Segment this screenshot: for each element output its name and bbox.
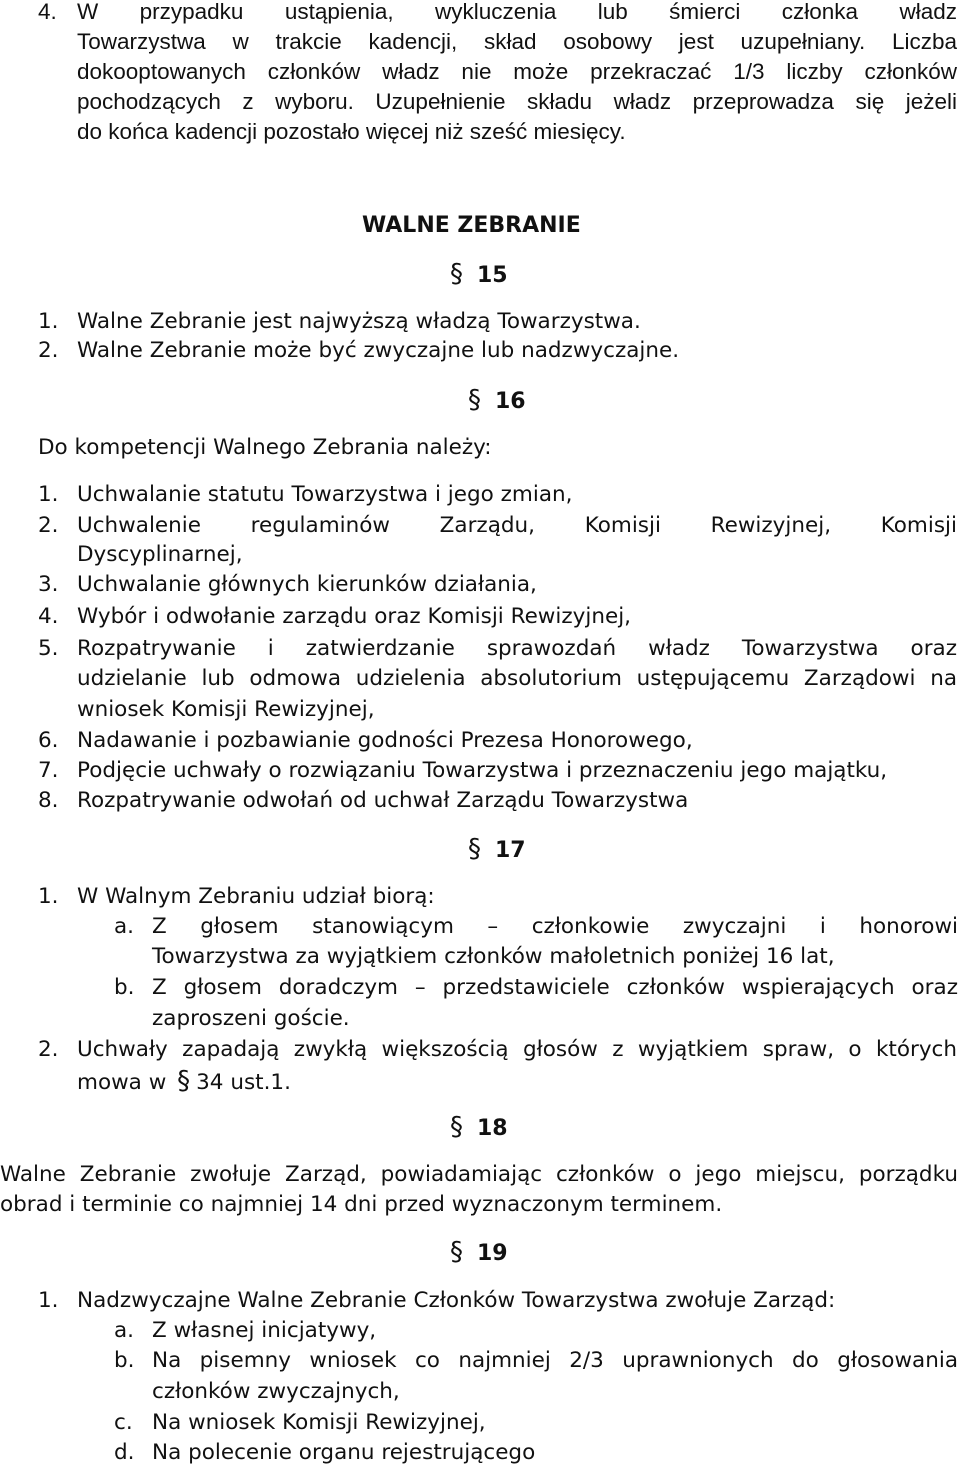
item-number: 2. (38, 338, 59, 363)
sub-item: Na wniosek Komisji Rewizyjnej, (152, 1410, 486, 1435)
list-item-continuation: wniosek Komisji Rewizyjnej, (77, 697, 375, 722)
sub-item: Z głosem doradczym – przedstawiciele członków wspierających oraz (152, 975, 958, 1000)
text-line: Towarzystwa w trakcie kadencji, skład osobowy jest uzupełniany. Liczba (77, 29, 957, 54)
item-number: 1. (38, 1288, 59, 1313)
item-number: 2. (38, 513, 59, 538)
list-item: Nadawanie i pozbawianie godności Prezesa Honorowego, (77, 728, 693, 753)
sub-item-letter: a. (114, 1318, 135, 1343)
sub-item: Z głosem stanowiącym – członkowie zwyczajni i honorowi (152, 914, 958, 939)
sub-item-continuation: Towarzystwa za wyjątkiem członków małoletnich poniżej 16 lat, (152, 944, 835, 969)
list-item-continuation: udzielanie lub odmowa udzielenia absolutorium ustępującemu Zarządowi na (77, 666, 957, 691)
section-sign: § (450, 1112, 463, 1142)
item-number: 4. (38, 0, 57, 24)
list-item: Walne Zebranie może być zwyczajne lub nadzwyczajne. (77, 338, 680, 363)
text-line: dokooptowanych członków władz nie może przekraczać 1/3 liczby członków (77, 59, 957, 84)
list-item: Uchwalenie regulaminów Zarządu, Komisji Rewizyjnej, Komisji (77, 513, 957, 538)
section-sign: § (450, 1237, 463, 1267)
sub-item-letter: d. (114, 1440, 135, 1465)
item-number: 3. (38, 572, 59, 597)
list-item: Uchwalanie głównych kierunków działania, (77, 572, 537, 597)
list-item-continuation: mowa w § 34 ust.1. (77, 1066, 291, 1096)
item-number: 4. (38, 604, 59, 629)
item-number: 2. (38, 1037, 59, 1062)
item-number: 1. (38, 482, 59, 507)
list-item: Uchwały zapadają zwykłą większością głosów z wyjątkiem spraw, o których (77, 1037, 957, 1062)
sub-item: Na polecenie organu rejestrującego (152, 1440, 536, 1465)
list-item: Nadzwyczajne Walne Zebranie Członków Towarzystwa zwołuje Zarząd: (77, 1288, 836, 1313)
section-sign: § (177, 1066, 191, 1096)
item-number: 6. (38, 728, 59, 753)
list-item: W Walnym Zebraniu udział biorą: (77, 884, 435, 909)
item-number: 1. (38, 309, 59, 334)
text-line: pochodzących z wyboru. Uzupełnienie składu władz przeprowadza się jeżeli (77, 89, 957, 114)
sub-item-letter: c. (114, 1410, 133, 1435)
list-item: Walne Zebranie jest najwyższą władzą Towarzystwa. (77, 309, 641, 334)
section-number-17: § 17 (468, 834, 526, 864)
section-intro: Do kompetencji Walnego Zebrania należy: (38, 435, 492, 460)
list-item: Uchwalanie statutu Towarzystwa i jego zmian, (77, 482, 573, 507)
paragraph-line: Walne Zebranie zwołuje Zarząd, powiadamiając członków o jego miejscu, porządku (0, 1162, 958, 1187)
sub-item-letter: b. (114, 1348, 135, 1373)
item-number: 5. (38, 636, 59, 661)
item-number: 7. (38, 758, 59, 783)
section-heading: WALNE ZEBRANIE (362, 213, 581, 238)
section-sign: § (450, 259, 463, 289)
paragraph-line: obrad i terminie co najmniej 14 dni przed wyznaczonym terminem. (0, 1192, 723, 1217)
section-number-19: § 19 (450, 1237, 508, 1267)
sub-item-continuation: członków zwyczajnych, (152, 1379, 400, 1404)
list-item: Rozpatrywanie odwołań od uchwał Zarządu Towarzystwa (77, 788, 689, 813)
item-number: 8. (38, 788, 59, 813)
list-item-continuation: Dyscyplinarnej, (77, 542, 243, 567)
sub-item-continuation: zaproszeni goście. (152, 1006, 350, 1031)
item-number: 1. (38, 884, 59, 909)
section-number-16: § 16 (468, 385, 526, 415)
sub-item: Z własnej inicjatywy, (152, 1318, 377, 1343)
text-line: do końca kadencji pozostało więcej niż sześć miesięcy. (77, 119, 626, 144)
section-number-15: § 15 (450, 259, 508, 289)
list-item: Wybór i odwołanie zarządu oraz Komisji Rewizyjnej, (77, 604, 632, 629)
list-item: Rozpatrywanie i zatwierdzanie sprawozdań władz Towarzystwa oraz (77, 636, 957, 661)
sub-item-letter: a. (114, 914, 135, 939)
list-item: Podjęcie uchwały o rozwiązaniu Towarzystwa i przeznaczeniu jego majątku, (77, 758, 888, 783)
section-number-18: § 18 (450, 1112, 508, 1142)
text-line: W przypadku ustąpienia, wykluczenia lub śmierci członka władz (77, 0, 957, 24)
sub-item: Na pisemny wniosek co najmniej 2/3 uprawnionych do głosowania (152, 1348, 958, 1373)
sub-item-letter: b. (114, 975, 135, 1000)
section-sign: § (468, 385, 481, 415)
section-sign: § (468, 834, 481, 864)
